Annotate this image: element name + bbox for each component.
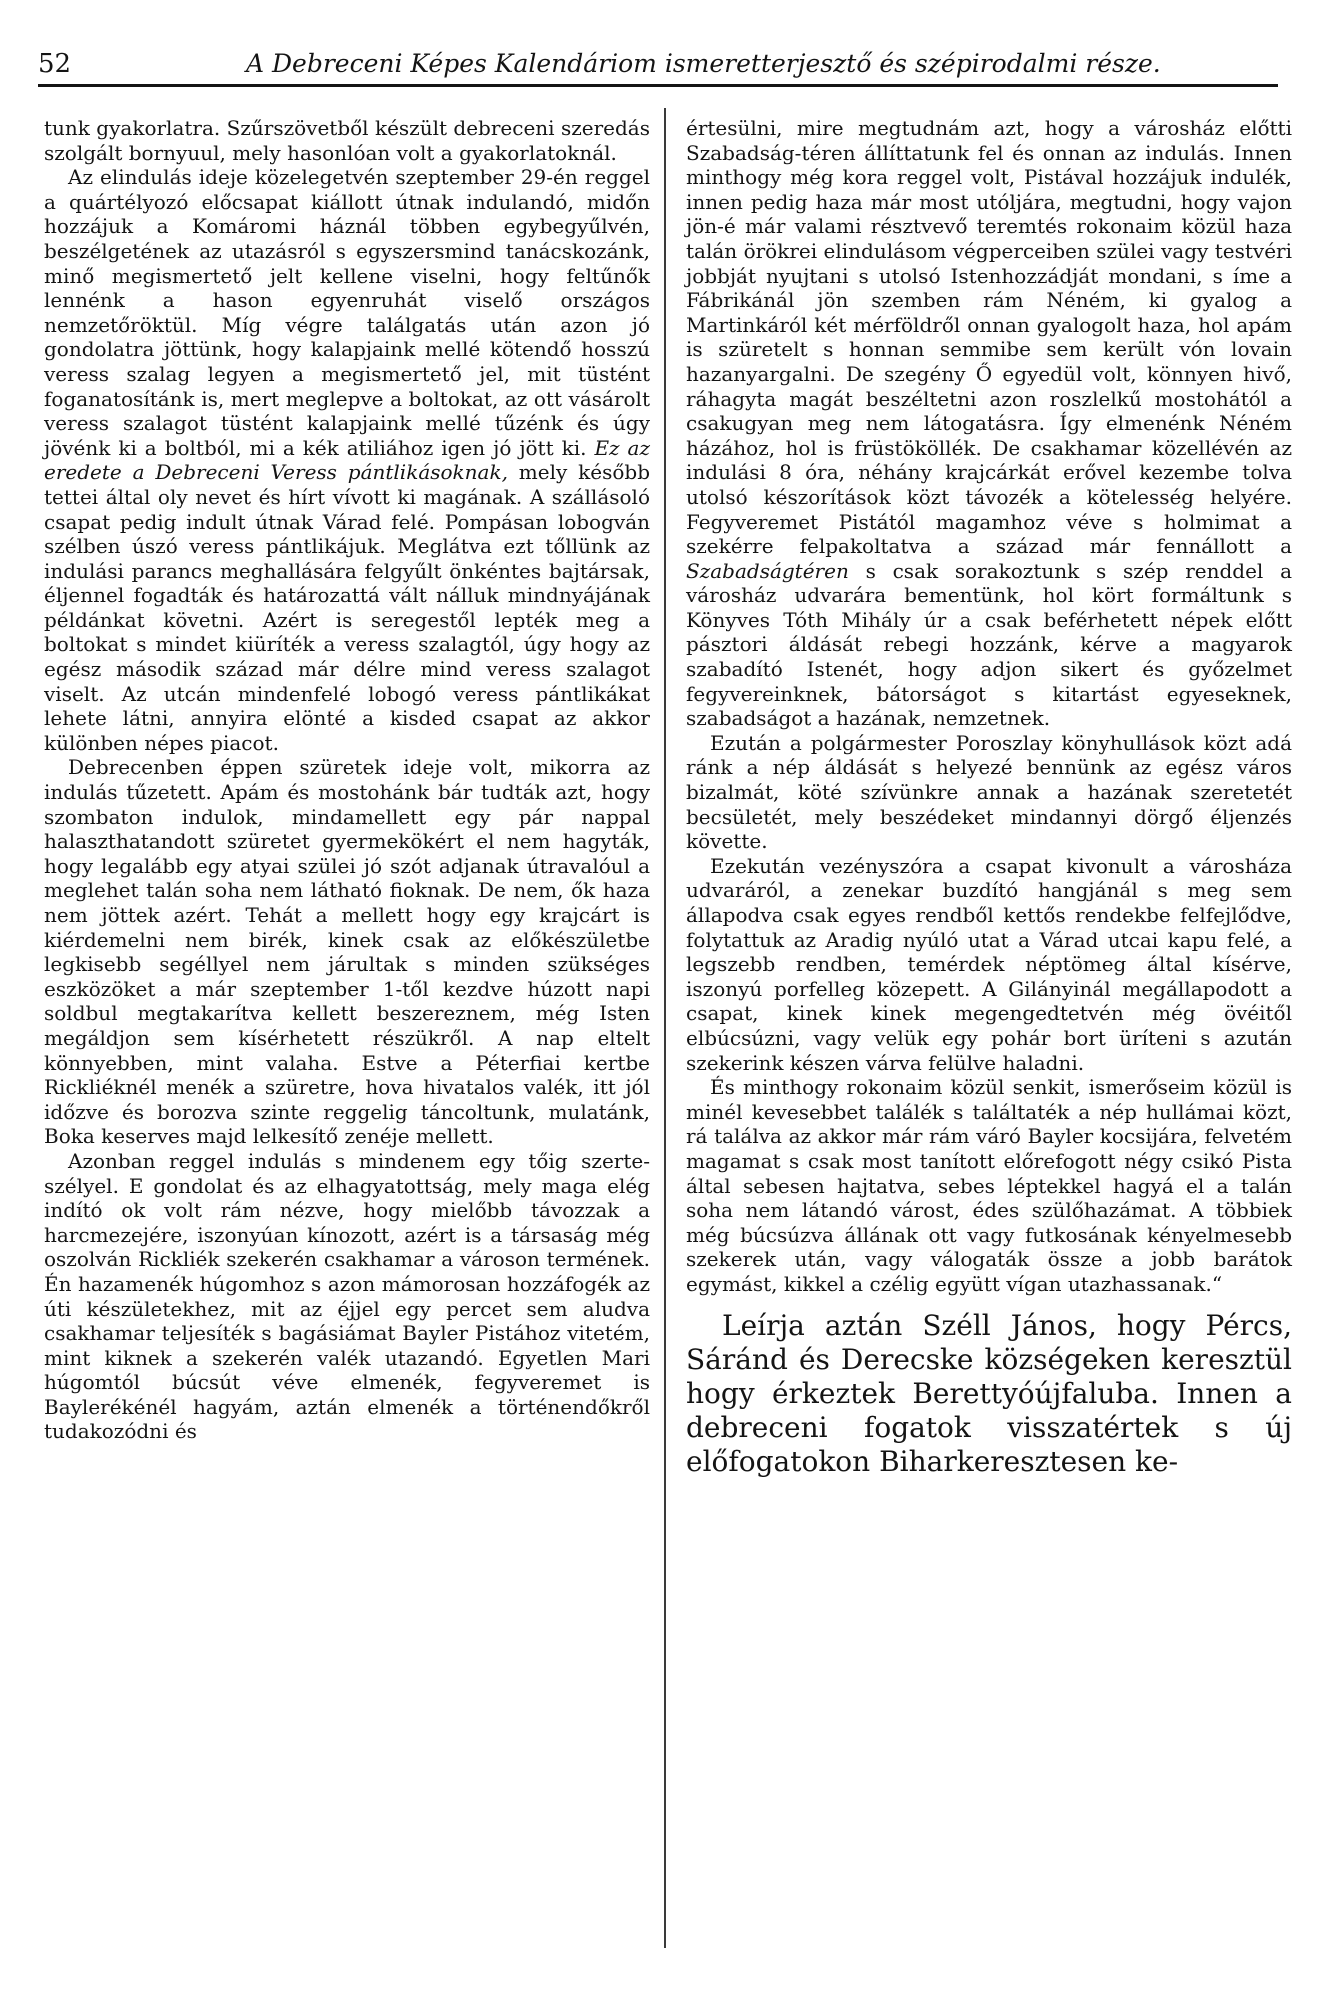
paragraph: És minthogy rokonaim közül senkit, ismerőseim közül is minél kevesebbet találék s találtaték a nép hullámai közt, rá találva az akkor már rám váró Bayler kocsijára, felvetém magamat s csak most tanított előrefogott négy csikó Pista által sebesen hajtatva, sebes léptekkel hagyá el a talán soha nem látandó várost, édes szülőhazámat. A többiek még búcsúzva állának ott vagy futkosának kényelmesebb szekerek után, vagy válogaták össze a jobb barátok egymást, kikkel a czélig együtt vígan utazhassanak.“	[686, 1075, 1292, 1296]
emphasized-text: Ez az eredete a Debreceni Veress pántlikásoknak,	[44, 435, 650, 485]
left-column	[44, 116, 650, 1444]
right-column	[686, 116, 1292, 1479]
emphasized-text: Szabadságtéren	[686, 558, 849, 583]
running-title: A Debreceni Képes Kalendáriom ismeretterjesztő és szépirodalmi része.	[246, 49, 1161, 78]
header-rule	[38, 84, 1278, 87]
closing-paragraph-large: Leírja aztán Széll János, hogy Pércs, Sáránd és Derecske községeken keresztül hogy érkeztek Berettyóújfaluba. Innen a debreceni fogatok visszatértek s új előfogatokon Biharkeresztesen ke-	[686, 1308, 1292, 1478]
text-run: értesülni, mire megtudnám azt, hogy a városház előtti Szabadság-téren állíttatunk fel és onnan az indulás. Innen minthogy még kora reggel volt, Pistával hozzájuk indulék, innen pedig haza már most utóljára, megtudni, hogy vajon jön-é már valami résztvevő teremtés rokonaim közül haza talán örökrei elindulásom végperceiben szülei vagy testvéri jobbját nyujtani s utolsó Istenhozzádját mondani, s íme a Fábrikánál jön szemben rám Néném, ki gyalog a Martinkáról két mérföldről onnan gyalogolt haza, hol apám is szüretelt s honnan semmibe sem került vón lovain hazanyargalni. De szegény Ő egyedül volt, könnyen hivő, ráhagyta magát beszéltetni azon roszlelkű mostohától a csakugyan meg nem látogatásra. Így elmenénk Néném házához, hol is früstököllék. De csakhamar közellévén az indulási 8 óra, néhány krajcárkát erővel kezembe tolva utolsó készorítások közt távozék a kötelesség helyére. Fegyveremet Pistától magamhoz véve s holmimat a szekérre felpakoltatva a század már fennállott a	[686, 116, 1292, 559]
paragraph	[44, 165, 650, 755]
paragraph: tunk gyakorlatra. Szűrszövetből készült debreceni szeredás szolgált bornyuul, mely hasonlóan volt a gyakorlatoknál.	[44, 116, 650, 165]
text-run: Az elindulás ideje közelegetvén szeptember 29-én reggel a quártélyozó előcsapat kiállott útnak indulandó, midőn hozzájuk a Komáromi háznál többen egybegyűlvén, beszélgetének az utazásról s egyszersmind tanácskozánk, minő megismertető jelt kellene viselni, hogy feltűnők lennénk a hason egyenruhát viselő országos nemzetőröktül. Míg végre találgatás után azon jó gondolatra jöttünk, hogy kalapjaink mellé kötendő hosszú veress szalag legyen a megismertető jel, mit tüstént foganatosítánk is, mert meglepve a boltokat, az ott vásárolt veress szalagot tüstént kalapjaink mellé tűzénk és úgy jövénk ki a boltból, mi a kék atiliához igen jó jött ki.	[44, 165, 650, 460]
paragraph	[686, 116, 1292, 731]
page-header	[38, 44, 1278, 88]
paragraph: Debrecenben éppen szüretek ideje volt, mikorra az indulás tűzetett. Apám és mostohánk bár tudták azt, hogy szombaton indulok, mindamellett egy pár nappal halaszthatandott szüretet gyermekökért el nem hagyták, hogy legalább egy atyai szülei jó szót adjanak útravalóul a meglehet talán soha nem látható fioknak. De nem, ők haza nem jöttek azért. Tehát a mellett hogy egy krajcárt is kiérdemelni nem birék, kinek csak az előkészületbe legkisebb segéllyel nem járultak s minden szükséges eszközöket a már szeptember 1-től kezdve húzott napi soldbul megtakarítva kellett beszereznem, még Isten megáldjon sem kísérhetett részükről. A nap eltelt könnyebben, mint valaha. Estve a Péterfiai kertbe Rickliéknél menék a szüretre, hova hivatalos valék, itt jól időzve és borozva szinte reggelig táncoltunk, mulatánk, Boka keserves majd lelkesítő zenéje mellett.	[44, 755, 650, 1149]
page-number: 52	[38, 49, 72, 79]
paragraph: Ezekután vezényszóra a csapat kivonult a városháza udvaráról, a zenekar buzdító hangjánál s meg sem állapodva csak egyes rendből kettős rendekbe felfejlődve, folytattuk az Aradig nyúló utat a Várad utcai kapu felé, a legszebb rendben, temérdek néptömeg által kísérve, iszonyú porfelleg közepett. A Gilányinál megállapodott a csapat, kinek kinek megengedtetvén még övéitől elbúcsúzni, vagy velük egy pohár bort üríteni s azután szekerink készen várva felülve haladni.	[686, 853, 1292, 1075]
text-run: s csak sorakoztunk s szép renddel a városház udvarára bementünk, hol kört formáltunk s Könyves Tóth Mihály úr a csak beférhetett népek előtt pásztori áldását rebegi hozzánk, kérve a magyarok szabadító Istenét, hogy adjon sikert és győzelmet fegyvereinknek, bátorságot s kitartást egyeseknek, szabadságot a hazának, nemzetnek.	[686, 558, 1292, 731]
paragraph: Azonban reggel indulás s mindenem egy tőig szerte-szélyel. E gondolat és az elhagyatottság, mely maga elég indító ok volt rám nézve, hogy mielőbb távozzak a harcmezejére, iszonyúan kínozott, azért is a társaság még oszolván Rickliék szekerén csakhamar a városon termének. Én hazamenék húgomhoz s azon mámorosan hozzáfogék az úti készületekhez, mit az éjjel egy percet sem aludva csakhamar teljesíték s bagásiámat Bayler Pistához vitetém, mint kiknek a szekerén valék utazandó. Egyetlen Mari húgomtól búcsút véve elmenék, fegyveremet is Baylerékénél hagyám, aztán elmenék a történendőkről tudakozódni és	[44, 1148, 650, 1444]
text-run: mely később tettei által oly nevet és hírt vívott ki magának. A szállásoló csapat pedig indult útnak Várad felé. Pompásan lobogván szélben úszó veress pántlikájuk. Meglátva ezt tőllünk az indulási parancs meghallására felgyűlt önkéntes bajtársak, éljennel fogadták és határozattá vált nálluk mindnyájának példánkat követni. Azért is seregestől lepték meg a boltokat s mindet kiüríték a veress szalagtól, úgy hogy az egész második század már délre mind veress szalagot viselt. Az utcán mindenfelé lobogó veress pántlikákat lehete látni, annyira elönté a kisded csapat az akkor különben népes piacot.	[44, 460, 650, 755]
paragraph: Ezután a polgármester Poroszlay könyhullások közt adá ránk a nép áldását s helyezé bennünk az egész város bizalmát, köté szívünkre annak a hazának szeretetét becsületét, mely beszédeket mindannyi dörgő éljenzés követte.	[686, 730, 1292, 854]
column-divider	[664, 108, 666, 1948]
